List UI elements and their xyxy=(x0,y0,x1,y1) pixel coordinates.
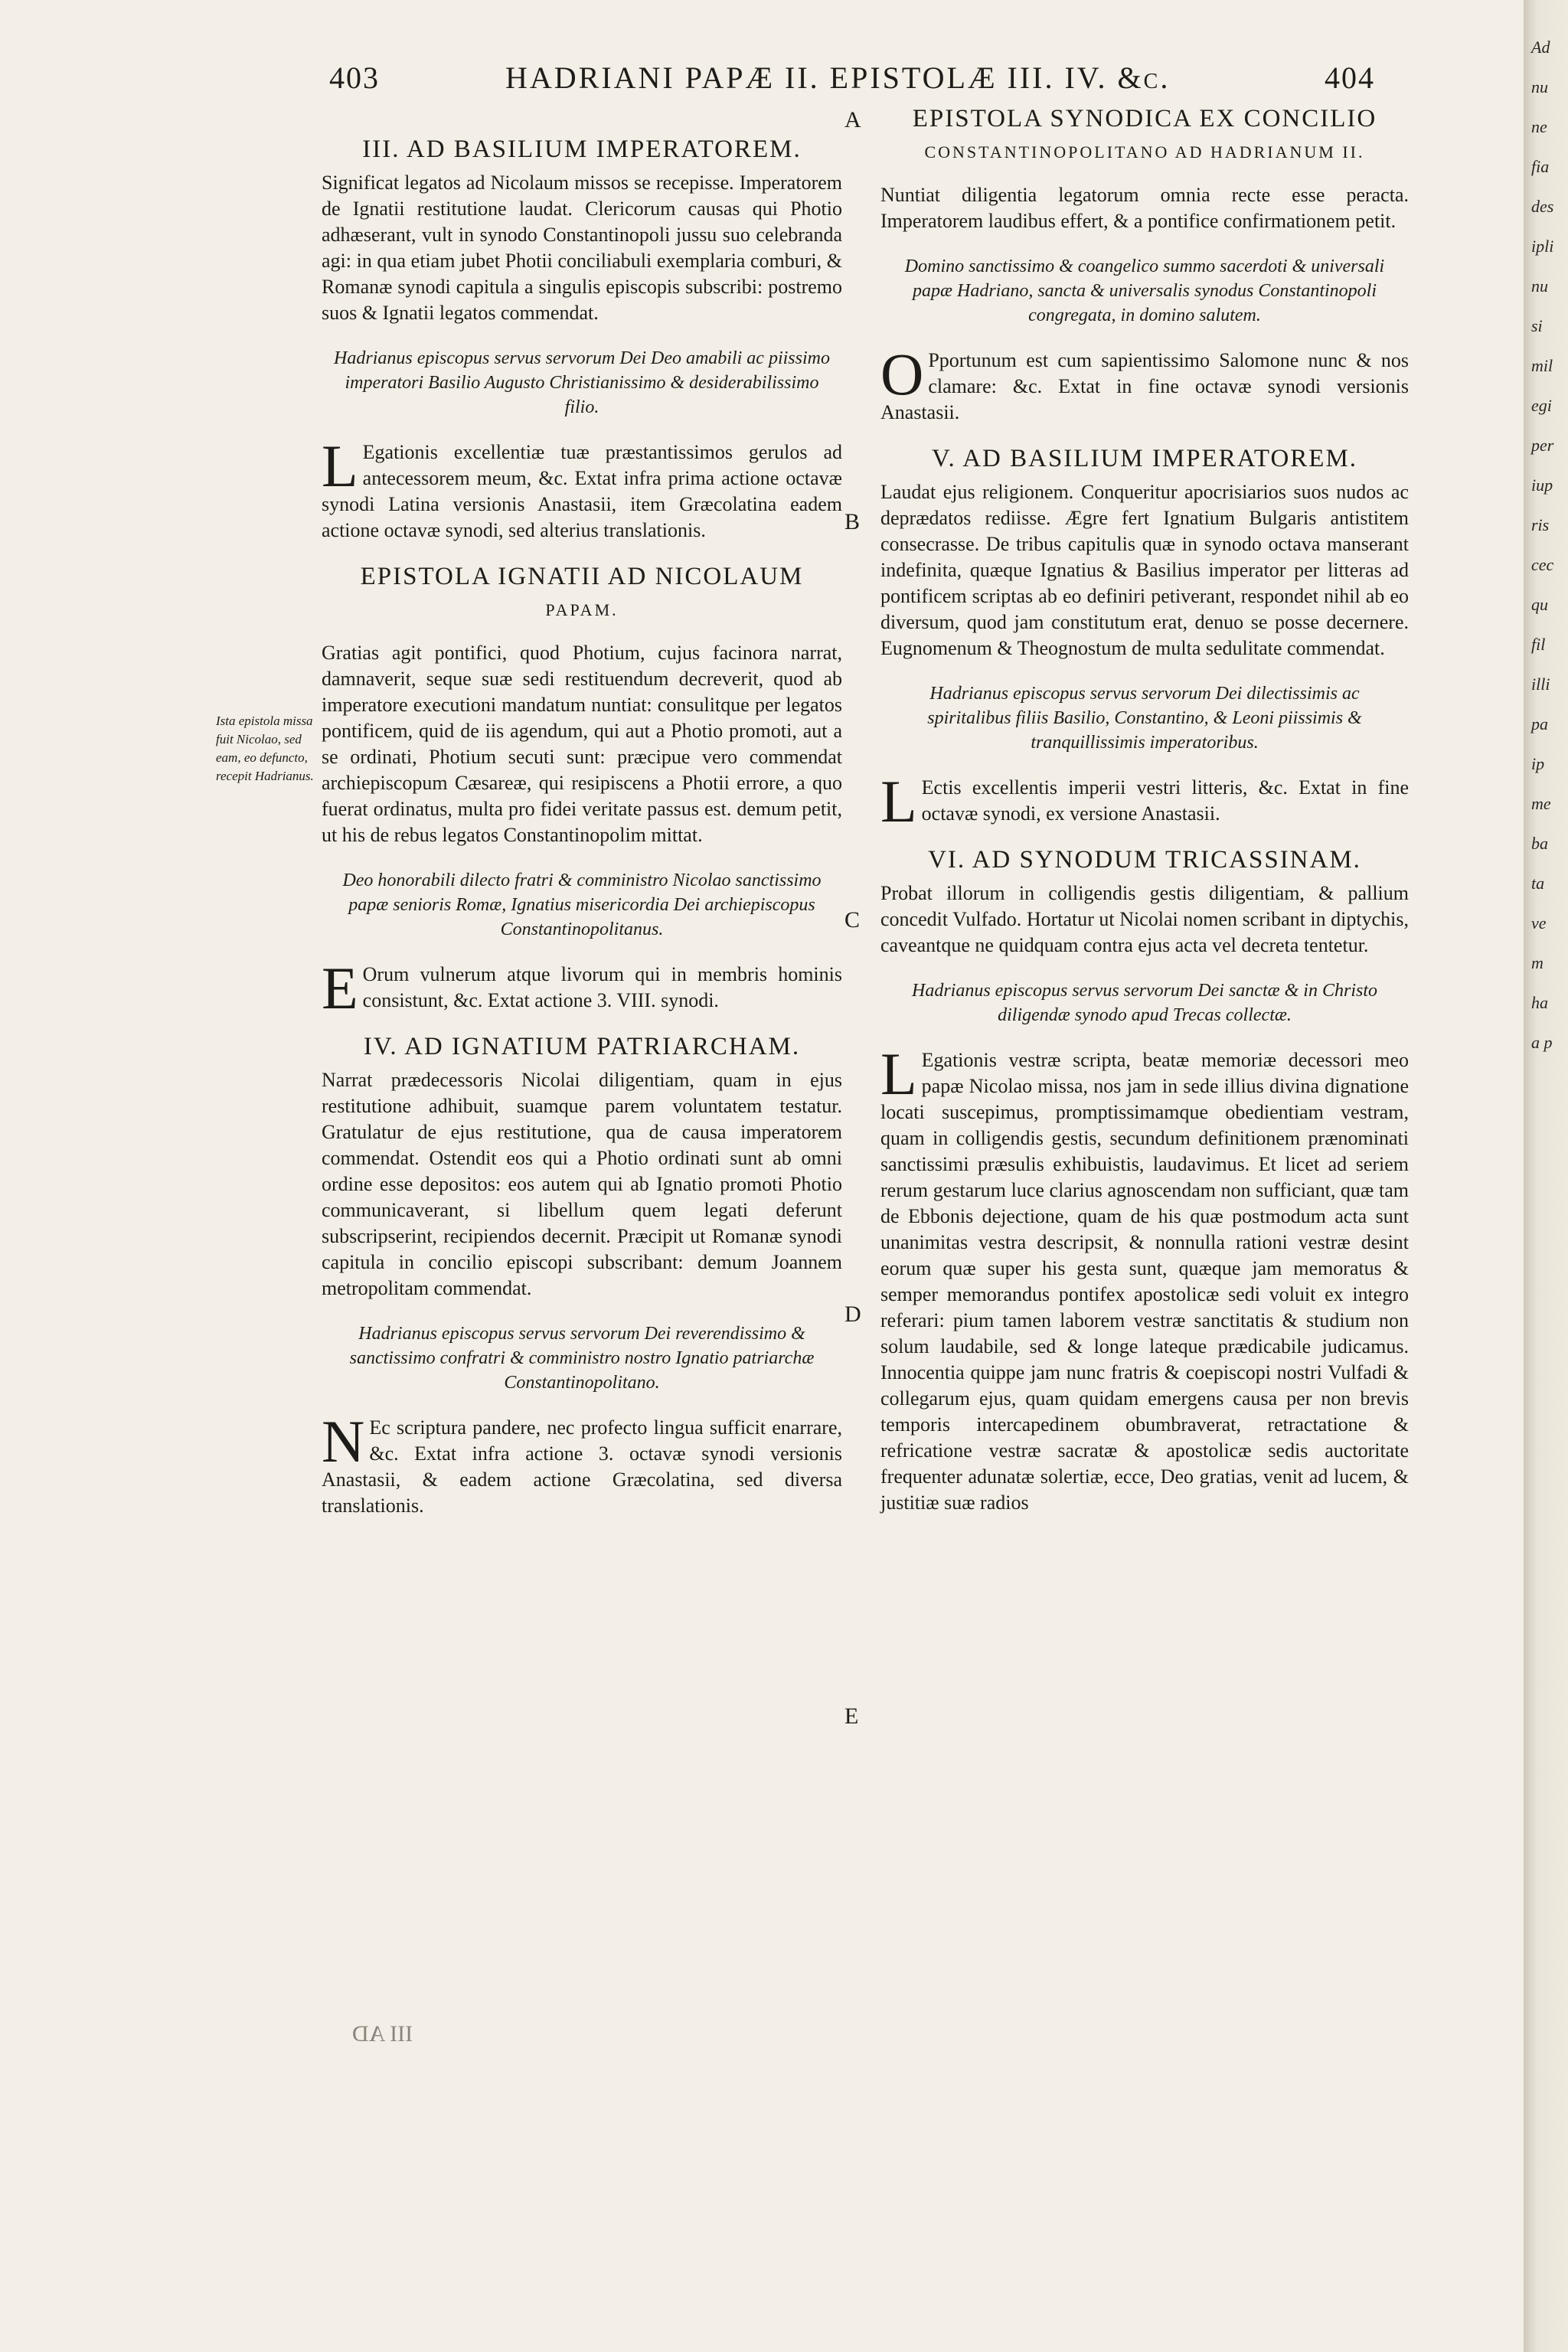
page-edge-fragment: cec xyxy=(1531,555,1554,574)
letter-text-body: Ectis excellentis imperii vestri litteris, &c. Extat in fine octavæ synodi, ex versione Anastasii. xyxy=(921,776,1409,825)
salutation: Hadrianus episcopus servus servorum Dei Deo amabili ac piissimo imperatori Basilio Augusto Christianissimo & desiderabilissimo filio. xyxy=(334,348,830,417)
page-edge-fragment: mil xyxy=(1531,356,1553,375)
right-column xyxy=(880,100,1409,1536)
section-title: VI. AD SYNODUM TRICASSINAM. xyxy=(928,846,1361,874)
section-title: EPISTOLA SYNODICA EX CONCILIO xyxy=(912,105,1377,132)
section-summary: Significat legatos ad Nicolaum missos se recepisse. Imperatorem de Ignatii restitutione laudat. Clericorum causas qui Photio adhæserant, vult in synodo Constantinopoli jussu suo celebranda agi: in qua etiam jubet Photii conciliabuli exemplaria comburi, & Romanæ synodi capitula a singulis episcopis subscribi: postremo suos & Ignatii legatos commendat. xyxy=(322,172,842,324)
page-edge-fragment: ris xyxy=(1531,515,1550,534)
drop-cap: O xyxy=(880,341,924,407)
salutation: Hadrianus episcopus servus servorum Dei sanctæ & in Christo diligendæ synodo apud Trecas collectæ. xyxy=(912,981,1377,1025)
page-number-right: 404 xyxy=(1325,60,1375,95)
drop-cap: N xyxy=(322,1408,365,1475)
letter-text xyxy=(322,955,842,1021)
section-ad-basilium-v xyxy=(880,445,1409,835)
section-synodica xyxy=(880,106,1409,426)
letter-text xyxy=(322,433,842,544)
section-title: III. AD BASILIUM IMPERATOREM. xyxy=(362,136,802,163)
show-through-text: III AD xyxy=(352,2021,413,2047)
page-edge-fragment: egi xyxy=(1531,396,1552,415)
page-edge-fragment: qu xyxy=(1531,595,1548,614)
page-number-left: 403 xyxy=(329,60,380,95)
page-edge-fragment: ip xyxy=(1531,754,1545,773)
adjacent-page-edge xyxy=(1524,0,1568,2352)
letter-text xyxy=(880,768,1409,835)
section-ignatius-to-nicolaus xyxy=(322,563,842,1021)
letter-text xyxy=(880,341,1409,426)
section-summary: Laudat ejus religionem. Conqueritur apocrisiarios suos nudos ac deprædatos rediisse. Ægre fert Ignatium Bulgaris antistitem consecrasse. De tribus capitulis quæ in synodo octava manserant indefinita, quæque Ignatius & Basilius imperator per litteras ad pontificem scriptas ab eo definiri petiverant, respondet nihil ab eo diversum, quod jam constitutum erat, denuo se posse decernere. Eugnomenum & Theognostum de multa sedulitate commendat. xyxy=(880,481,1409,659)
page-edge-fragment: ba xyxy=(1531,834,1548,853)
drop-cap: L xyxy=(322,433,358,499)
page-edge-fragment: nu xyxy=(1531,77,1548,96)
page-header xyxy=(0,60,1524,106)
left-column xyxy=(322,130,842,1539)
letter-text-body: Orum vulnerum atque livorum qui in membris hominis consistunt, &c. Extat actione 3. VIII. synodi. xyxy=(362,963,842,1011)
letter-text-body: Ec scriptura pandere, nec profecto lingua sufficit enarrare, &c. Extat infra actione 3. octavæ synodi versionis Anastasii, & eadem actione Græcolatina, sed diversa translationis. xyxy=(322,1416,842,1517)
salutation: Hadrianus episcopus servus servorum Dei reverendissimo & sanctissimo confratri & comministro nostro Ignatio patriarchæ Constantinopolitano. xyxy=(349,1324,815,1393)
letter-text-body: Pportunum est cum sapientissimo Salomone nunc & nos clamare: &c. Extat in fine octavæ synodi versionis Anastasii. xyxy=(880,349,1409,423)
page-edge-fragment: fil xyxy=(1531,635,1546,654)
page-edge-fragment: per xyxy=(1531,436,1554,455)
page-edge-fragment: pa xyxy=(1531,714,1548,733)
page-edge-fragment: me xyxy=(1531,794,1551,813)
section-ad-basilium-iii xyxy=(322,136,842,544)
section-title: V. AD BASILIUM IMPERATOREM. xyxy=(931,445,1358,472)
page-edge-fragment: iup xyxy=(1531,475,1553,495)
section-summary: Gratias agit pontifici, quod Photium, cujus facinora narrat, damnaverit, seque suæ sedi restituendum decreverit, quod ab imperatore executioni mandatum nuntiat: consulitque per legatos pontificem, quid de iis agendum, qui aut a Photio promoti, aut a se ordinati, Photium secuti sunt: præcipue vero commendat archiepiscopum Cæsareæ, qui resipiscens a Photii errore, a quo fuerat ordinatus, multa pro fidei veritate passus est. demum petit, ut his de rebus legatos Constantinopolim mittat. xyxy=(322,642,842,846)
drop-cap: E xyxy=(322,955,358,1021)
section-subtitle: CONSTANTINOPOLITANO AD HADRIANUM II. xyxy=(924,142,1365,162)
page-edge-fragment: illi xyxy=(1531,675,1550,694)
section-summary: Narrat prædecessoris Nicolai diligentiam, quam in ejus restitutione adhibuit, suamque parem voluntatem testatur. Gratulatur de ejus restitutione, qua de causa imperatorem commendat. Ostendit eos qui a Photio ordinati sunt ab omni ordine esse depositos: eos autem qui ab Ignatio promoti Photio communicaverant, si libellum quem legati deferunt subscripserint, recipiendos decernit. Præcipit ut Romanæ synodi capitula in concilio episcopi subscribant: demum Joannem metropolitam commendat. xyxy=(322,1069,842,1299)
page-edge-fragment: nu xyxy=(1531,276,1548,296)
page-edge-fragment: ta xyxy=(1531,874,1545,893)
drop-cap: L xyxy=(880,1040,917,1107)
page-edge-fragment: ipli xyxy=(1531,237,1554,256)
section-subtitle: PAPAM. xyxy=(545,600,619,619)
page-edge-fragment: fia xyxy=(1531,157,1550,176)
section-summary: Nuntiat diligentia legatorum omnia recte esse peracta. Imperatorem laudibus effert, & a pontifice confirmationem petit. xyxy=(880,184,1409,232)
margin-letter-b: B xyxy=(844,509,861,534)
section-summary: Probat illorum in colligendis gestis diligentiam, & pallium concedit Vulfado. Hortatur ut Nicolai nomen scribant in diptychis, caveantque ne quidquam contra ejus acta vel decreta tentetur. xyxy=(880,882,1409,956)
side-note: Ista epistola missa fuit Nicolao, sed eam, eo defuncto, recepit Hadrianus. xyxy=(216,714,314,783)
margin-letter-e: E xyxy=(844,1704,859,1729)
letter-text-body: Egationis vestræ scripta, beatæ memoriæ decessori meo papæ Nicolao missa, nos jam in sede illius divina dignatione locati suscepimus, promptissimamque obedientiam vestram, quam in colligendis gestis, secundum definitionem prænominati sanctissimi præsulis exhibuistis, laudavimus. Et licet ad seriem rerum gestarum luce clarius agnoscendam non sufficiant, quæ tam de Ebbonis dejectione, quam de his quæ postmodum acta sunt unanimitas vestra descripsit, & nonnulla rationi vestræ desint eorum quæ super his gesta sunt, quæque jam memoratus & semper memorandus pontifex apostolicæ sedi voluit ex integro referari: pium tamen laborem vestræ sanctitatis & studium non solum laudabile, sed & longe lateque prædicabile judicamus. Innocentia quippe jam nunc fratris & coepiscopi nostri Vulfadi & collegarum ejus, quam quidam emergens causa per non brevis temporis intercapedinem obumbraverat, retractatione & refricatione vestræ sacratæ & apostolicæ sedis auctoritate frequenter adunatæ solertiæ, ecce, Deo gratias, venit ad lucem, & justitiæ suæ radios xyxy=(880,1049,1409,1514)
margin-letter-a: A xyxy=(844,107,861,132)
salutation: Deo honorabili dilecto fratri & comministro Nicolao sanctissimo papæ senioris Romæ, Ignatius misericordia Dei archiepiscopus Constantinopolitanus. xyxy=(342,871,822,939)
section-ad-synodum-tricassinam xyxy=(880,847,1409,1516)
section-ad-ignatium xyxy=(322,1034,842,1519)
page-edge-fragment: ne xyxy=(1531,117,1547,136)
section-title: IV. AD IGNATIUM PATRIARCHAM. xyxy=(363,1033,801,1060)
letter-text xyxy=(322,1408,842,1519)
running-title: HADRIANI PAPÆ II. EPISTOLÆ III. IV. &c. xyxy=(505,60,1171,95)
letter-text-body: Egationis excellentiæ tuæ præstantissimos gerulos ad antecessorem meum, &c. Extat infra prima actione octavæ synodi Latina versionis Anastasii, item Græcolatina eadem actione octavæ synodi, sed alterius translationis. xyxy=(322,441,842,541)
page-edge-fragment: m xyxy=(1531,953,1544,972)
margin-letter-c: C xyxy=(844,907,861,933)
letter-text xyxy=(880,1040,1409,1516)
page-edge-fragment: si xyxy=(1531,316,1543,335)
page-edge-fragment: Ad xyxy=(1531,38,1550,57)
drop-cap: L xyxy=(880,768,917,835)
page-edge-fragment: a p xyxy=(1531,1033,1553,1052)
salutation: Hadrianus episcopus servus servorum Dei dilectissimis ac spiritalibus filiis Basilio, Constantino, & Leoni piissimis & tranquillissimis imperatoribus. xyxy=(927,684,1362,753)
margin-letter-d: D xyxy=(844,1302,861,1327)
page-edge-fragment: ha xyxy=(1531,993,1548,1012)
page-edge-fragment: ve xyxy=(1531,913,1547,933)
section-title: EPISTOLA IGNATII AD NICOLAUM xyxy=(360,563,804,590)
page-edge-fragment: des xyxy=(1531,197,1554,216)
salutation: Domino sanctissimo & coangelico summo sacerdoti & universali papæ Hadriano, sancta & universalis synodus Constantinopoli congregata, in domino salutem. xyxy=(904,256,1385,325)
